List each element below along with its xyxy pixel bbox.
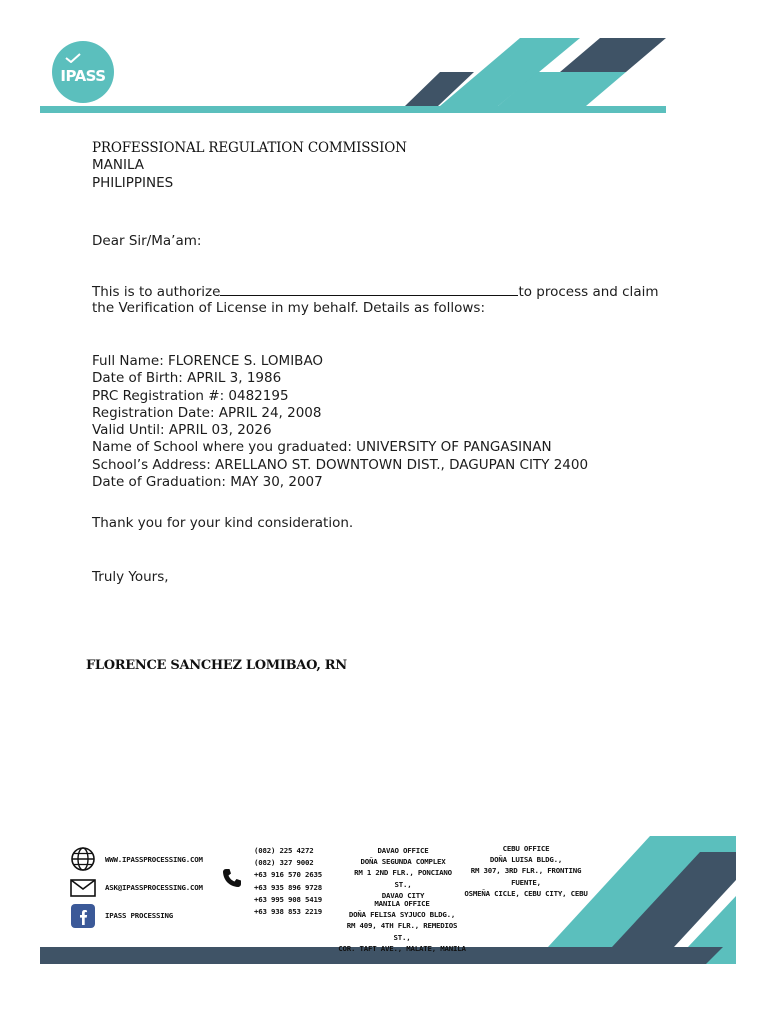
phone-icon — [222, 868, 242, 888]
recipient-city: MANILA — [92, 157, 145, 173]
cebu-office-line: OSMEÑA CICLE, CEBU CITY, CEBU — [464, 888, 588, 898]
mail-icon — [70, 879, 96, 897]
phone-4[interactable]: +63 935 896 9728 — [254, 882, 322, 892]
closing-line: Truly Yours, — [92, 569, 169, 585]
footer-website[interactable]: WWW.IPASSPROCESSING.COM — [105, 855, 203, 864]
phone-3[interactable]: +63 916 570 2635 — [254, 870, 322, 880]
detail-registration-date: Registration Date: APRIL 24, 2008 — [92, 404, 322, 421]
authorize-line-2: the Verification of License in my behalf. Details as follows: — [92, 300, 486, 316]
manila-office-line: DOÑA FELISA SYJUCO BLDG., — [348, 910, 456, 920]
detail-school-name: Name of School where you graduated: UNIVERSITY OF PANGASINAN — [92, 439, 552, 456]
phone-5[interactable]: +63 995 908 5419 — [254, 894, 322, 904]
detail-full-name: Full Name: FLORENCE S. LOMIBAO — [92, 353, 324, 369]
cebu-office-title: CEBU OFFICE — [502, 844, 550, 853]
facebook-icon — [71, 904, 95, 928]
authorized-person-blank — [220, 282, 518, 296]
authorize-suffix: to process and claim — [518, 284, 659, 300]
cebu-office-line: DOÑA LUISA BLDG., — [489, 855, 563, 865]
phone-6[interactable]: +63 938 853 2219 — [254, 907, 322, 917]
header-stripe-navy-right — [560, 38, 666, 72]
footer-email[interactable]: ASK@IPASSPROCESSING.COM — [105, 883, 203, 892]
davao-office-title: DAVAO OFFICE — [377, 846, 429, 855]
salutation: Dear Sir/Ma’am: — [92, 233, 202, 249]
detail-prc-number: PRC Registration #: 0482195 — [92, 387, 289, 404]
details-list — [92, 353, 588, 491]
authorize-line — [92, 282, 659, 302]
recipient-org: PROFESSIONAL REGULATION COMMISSION — [92, 140, 407, 156]
logo-text: IPASS — [60, 67, 106, 85]
manila-office — [338, 898, 466, 954]
check-icon — [65, 53, 81, 63]
davao-office-line: RM 1 2ND FLR., PONCIANO ST., — [354, 868, 452, 889]
manila-office-title: MANILA OFFICE — [374, 899, 430, 908]
phone-2[interactable]: (082) 327 9002 — [254, 858, 314, 868]
phone-1[interactable]: (082) 225 4272 — [254, 846, 314, 855]
header-bar — [40, 106, 666, 113]
davao-office-line: DAVAO CITY — [381, 890, 425, 900]
manila-office-line: RM 409, 4TH FLR., REMEDIOS ST., — [346, 921, 458, 942]
header-banner — [0, 0, 768, 120]
detail-birth-date: Date of Birth: APRIL 3, 1986 — [92, 370, 282, 387]
thanks-line: Thank you for your kind consideration. — [92, 515, 354, 531]
authorize-prefix: This is to authorize — [92, 284, 221, 300]
signatory-name: FLORENCE SANCHEZ LOMIBAO, RN — [86, 658, 347, 673]
ipass-logo — [52, 41, 114, 103]
detail-graduation-date: Date of Graduation: MAY 30, 2007 — [92, 474, 323, 491]
davao-office-line: DOÑA SEGUNDA COMPLEX — [360, 857, 446, 867]
detail-school-address: School’s Address: ARELLANO ST. DOWNTOWN DIST., DAGUPAN CITY 2400 — [92, 456, 589, 473]
detail-valid-until: Valid Until: APRIL 03, 2026 — [92, 422, 272, 439]
footer-phones — [254, 845, 322, 918]
recipient-country: PHILIPPINES — [92, 175, 174, 191]
cebu-office — [458, 843, 594, 899]
globe-icon — [70, 846, 96, 872]
footer-facebook[interactable]: IPASS PROCESSING — [105, 911, 173, 920]
manila-office-line: COR. TAFT AVE., MALATE, MANILA — [338, 943, 466, 953]
cebu-office-line: RM 307, 3RD FLR., FRONTING FUENTE, — [470, 866, 582, 887]
davao-office — [346, 845, 460, 901]
